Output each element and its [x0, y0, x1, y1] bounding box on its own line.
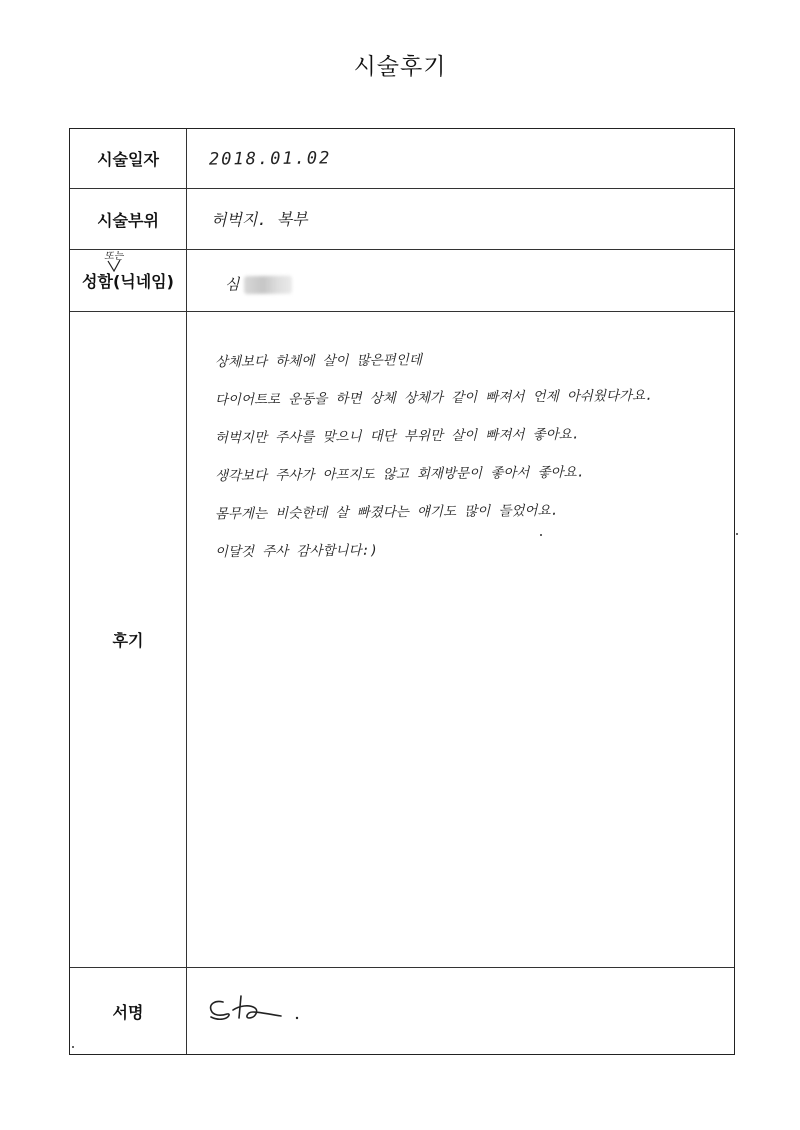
procedure-area-cell	[187, 189, 734, 249]
procedure-area-label: 시술부위	[70, 189, 187, 249]
signature-label: 서명	[70, 968, 187, 1054]
redacted-name-blur	[243, 275, 291, 294]
scan-speck	[736, 533, 738, 535]
scan-speck	[72, 1046, 74, 1048]
row-review	[70, 312, 734, 968]
name-label: 성함(닉네임)	[82, 272, 174, 291]
name-cell	[187, 250, 734, 311]
row-procedure-area	[70, 189, 734, 250]
review-line: 생각보다 주사가 아프지도 않고 회재방문이 좋아서 좋아요.	[214, 464, 585, 485]
name-visible-part: 심	[224, 275, 240, 294]
correction-note: 또는	[104, 251, 124, 262]
procedure-area-value: 허벅지. 복부	[210, 209, 308, 230]
review-cell	[187, 312, 734, 967]
review-line: 몸무게는 비슷한데 살 빠졌다는 얘기도 많이 들었어요.	[214, 502, 559, 523]
document-title: 시술후기	[353, 54, 447, 80]
name-value	[225, 273, 292, 295]
review-form-table	[69, 128, 735, 1055]
procedure-date-cell	[187, 129, 734, 188]
handwritten-signature	[205, 988, 315, 1028]
insertion-caret-icon	[107, 260, 121, 272]
procedure-date-value: 2018.01.02	[208, 148, 332, 170]
review-line: 다이어트로 운동을 하면 상체 상체가 같이 빠져서 언제 아쉬웠다가요.	[214, 387, 654, 409]
review-label: 후기	[70, 312, 187, 967]
signature-cell	[187, 968, 734, 1054]
review-line: 이달것 주사 감사합니다:)	[214, 542, 378, 561]
scan-speck	[540, 534, 542, 536]
procedure-date-label: 시술일자	[70, 129, 187, 188]
review-line: 허벅지만 주사를 맞으니 대단 부위만 살이 빠져서 좋아요.	[214, 426, 580, 447]
name-label-wrap	[82, 251, 174, 292]
row-signature	[70, 968, 734, 1054]
review-line: 상체보다 하체에 살이 많은편인데	[214, 352, 422, 371]
name-label-cell	[70, 250, 187, 311]
row-procedure-date	[70, 129, 734, 189]
row-name	[70, 250, 734, 312]
review-text	[215, 350, 653, 578]
